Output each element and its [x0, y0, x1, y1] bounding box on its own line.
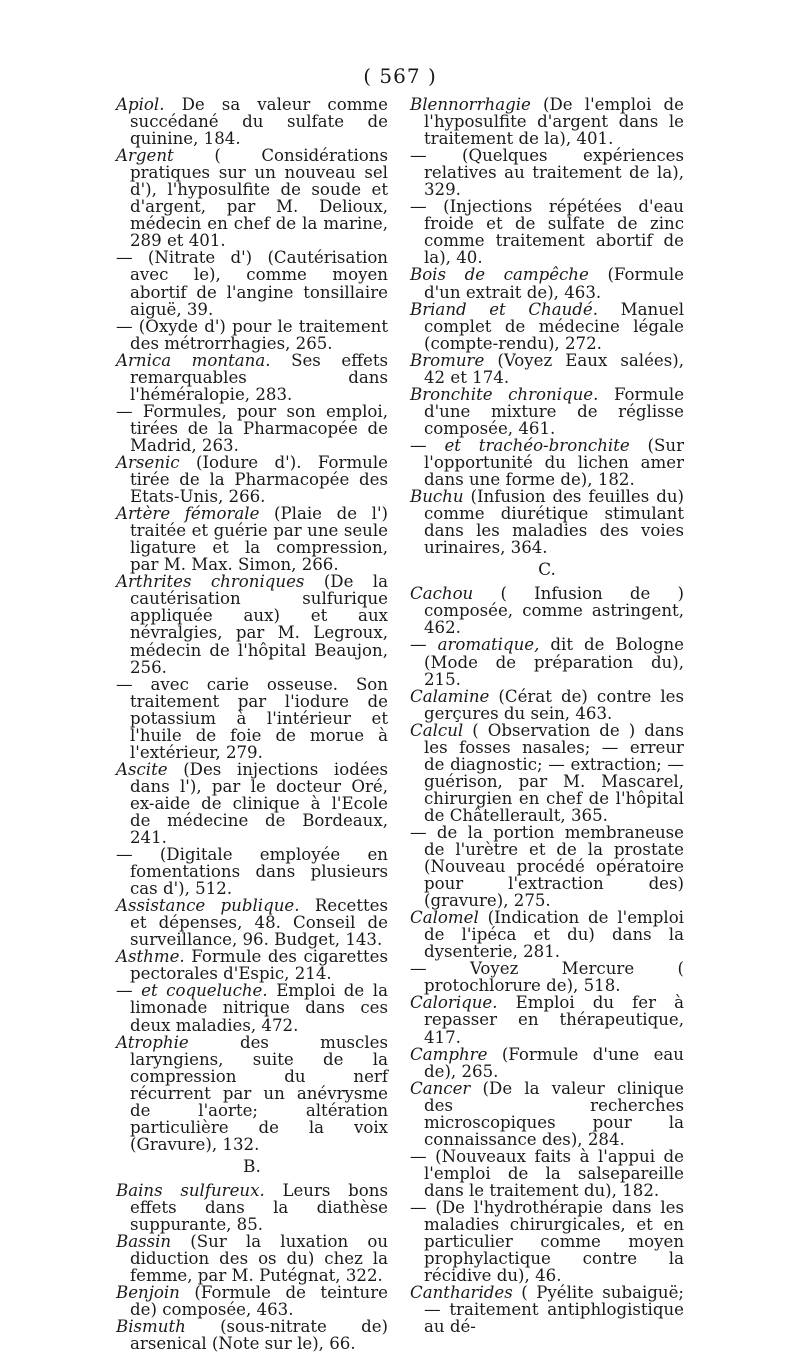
- entry-text: (Infusion des feuilles du) comme diurétique stimulant dans les maladies des voies urinaires, 364.: [424, 487, 684, 558]
- entry-text: Leurs bons effets dans la diathèse suppurante, 85.: [130, 1180, 388, 1235]
- entry-text: (Formule de teinture de) composée, 463.: [130, 1283, 388, 1320]
- entry-text: (Cérat de) contre les gerçures du sein, 463.: [424, 686, 684, 723]
- entry-heading: Arnica montana.: [116, 350, 271, 370]
- entry-text: — (Oxyde d') pour le traitement des métrorrhagies, 265.: [116, 316, 388, 353]
- entry-text: des muscles laryngiens, suite de la compression du nerf récurrent par un anévrysme de l'aorte; altération particulière de la voix (Gravure), 132.: [130, 1032, 388, 1154]
- entry-text: (Indication de l'emploi de l'ipéca et du) dans la dysenterie, 281.: [424, 908, 684, 962]
- entry-text: (Formule d'une eau de), 265.: [424, 1044, 684, 1081]
- entry-text: (Voyez Eaux salées), 42 et 174.: [424, 350, 684, 387]
- entry-text: ( Considérations pratiques sur un nouveau sel d'), l'hyposulfite de soude et d'argent, par M. Delioux, médecin en chef de la marine, 289 et 401.: [130, 146, 388, 251]
- entry-text: ( Observation de ) dans les fosses nasales; — erreur de diagnostic; — extraction; — guérison, par M. Mascarel, chirurgien en chef de l'hôpital de Châtellerault, 365.: [424, 720, 684, 825]
- index-entry: [116, 1034, 388, 1153]
- index-entry: [116, 1284, 388, 1318]
- index-entry: [116, 403, 388, 454]
- index-entry: [410, 824, 684, 909]
- index-entry: [116, 352, 388, 403]
- index-entry: [410, 688, 684, 722]
- index-entry: [410, 909, 684, 960]
- index-entry: [116, 846, 388, 897]
- index-entry: [116, 1182, 388, 1233]
- entry-text: — (De l'hydrothérapie dans les maladies chirurgicales, et en particulier comme moyen prophylactique contre la récidive du), 46.: [410, 1198, 684, 1286]
- index-entry: [116, 982, 388, 1033]
- entry-heading: Cachou: [410, 584, 474, 604]
- entry-text: (Sur l'opportunité du lichen amer dans une forme de), 182.: [424, 435, 685, 490]
- index-entry: [116, 454, 388, 505]
- entry-heading: Camphre: [410, 1044, 488, 1064]
- entry-text: (Formule d'un extrait de), 463.: [424, 265, 684, 302]
- entry-text: (sous-nitrate de) arsenical (Note sur le), 66.: [130, 1317, 388, 1353]
- entry-heading: Arsenic: [116, 452, 180, 472]
- entry-text: Emploi du fer à repasser en thérapeutique, 417.: [424, 993, 684, 1047]
- entry-heading: Cancer: [410, 1078, 471, 1098]
- entry-text: Recettes et dépenses, 48. Conseil de surveillance, 96. Budget, 143.: [130, 896, 388, 950]
- index-entry: [410, 1199, 684, 1284]
- entry-text: (De la valeur clinique des recherches microscopiques pour la connaissance des), 284.: [424, 1078, 685, 1149]
- entry-text: De sa valeur comme succédané du sulfate de quinine, 184.: [130, 95, 388, 149]
- index-entry: [116, 249, 388, 317]
- index-entry: [116, 573, 388, 675]
- entry-heading: Ascite: [116, 759, 168, 779]
- entry-heading: Blennorrhagie: [410, 95, 531, 114]
- entry-text: Formule d'une mixture de réglisse composée, 461.: [424, 384, 685, 438]
- entry-text: (Iodure d'). Formule tirée de la Pharmacopée des Etats-Unis, 266.: [130, 452, 388, 507]
- index-entry: [410, 585, 684, 636]
- entry-text: (Des injections iodées dans l'), par le docteur Oré, ex-aide de clinique à l'Ecole de médecine de Bordeaux, 241.: [130, 759, 388, 848]
- entry-text: ( Pyélite subaiguë; — traitement antiphlogistique au dé-: [424, 1283, 684, 1337]
- index-entry: [116, 318, 388, 352]
- index-entry: [410, 96, 684, 147]
- index-entry: [410, 636, 684, 687]
- entry-text: — (Nitrate d') (Cautérisation avec le), comme moyen abortif de l'angine tonsillaire aiguë, 39.: [116, 248, 388, 319]
- index-entry: [410, 301, 684, 352]
- entry-text: Emploi de la limonade nitrique dans ces deux maladies, 472.: [130, 981, 388, 1035]
- index-entry: [116, 96, 388, 147]
- index-entry: [410, 386, 684, 437]
- entry-text: Ses effets remarquables dans l'héméralopie, 283.: [130, 350, 389, 404]
- entry-text: (Plaie de l') traitée et guérie par une seule ligature et la compression, par M. Max. Simon, 266.: [130, 504, 388, 575]
- entry-heading: Arthrites chroniques: [116, 572, 305, 592]
- index-entry: [410, 488, 684, 556]
- entry-text: — de la portion membraneuse de l'urètre et de la prostate (Nouveau procédé opératoire pour l'extraction des) (gravure), 275.: [410, 822, 684, 911]
- index-entry: [410, 437, 684, 488]
- index-entry: [410, 1080, 684, 1148]
- entry-text: — Formules, pour son emploi, tirées de la Pharmacopée de Madrid, 263.: [116, 401, 388, 455]
- index-entry: [410, 266, 684, 300]
- index-entry: [410, 960, 684, 994]
- entry-heading: Briand et Chaudé.: [410, 299, 599, 319]
- entry-text: — avec carie osseuse. Son traitement par l'iodure de potassium à l'intérieur et l'huile de foie de morue à l'extérieur, 279.: [116, 674, 388, 762]
- index-entry: [410, 352, 684, 386]
- index-entry: [410, 1284, 684, 1335]
- index-entry: [410, 722, 684, 824]
- entry-heading: Benjoin: [116, 1283, 180, 1303]
- entry-heading: — et trachéo-bronchite: [410, 435, 630, 455]
- entry-text: — (Nouveaux faits à l'appui de l'emploi de la salsepareille dans le traitement du), 182.: [410, 1146, 684, 1200]
- index-entry: [116, 676, 388, 761]
- entry-heading: Asthme.: [116, 947, 185, 967]
- entry-heading: Buchu: [410, 487, 464, 507]
- entry-heading: Apiol.: [116, 95, 165, 114]
- entry-text: (De l'emploi de l'hyposulfite d'argent dans le traitement de la), 401.: [424, 95, 684, 149]
- index-entry: [410, 147, 684, 198]
- entry-heading: Calorique.: [410, 993, 498, 1013]
- index-entry: [116, 761, 388, 846]
- entry-text: (Sur la luxation ou diduction des os du) chez la femme, par M. Putégnat, 322.: [130, 1232, 389, 1286]
- index-entry: [116, 1233, 388, 1284]
- entry-text: Manuel complet de médecine légale (compte-rendu), 272.: [424, 299, 685, 353]
- entry-heading: Calamine: [410, 686, 490, 706]
- index-entry: [116, 1318, 388, 1352]
- entry-heading: Assistance publique.: [116, 896, 300, 916]
- index-entry: [116, 505, 388, 573]
- page-number: ( 567 ): [363, 64, 437, 88]
- entry-text: ( Infusion de ) composée, comme astringent, 462.: [424, 584, 684, 638]
- right-column: [410, 96, 684, 1335]
- entry-text: — (Quelques expériences relatives au traitement de la), 329.: [410, 146, 684, 200]
- entry-heading: Bois de campêche: [410, 265, 589, 285]
- entry-heading: Calcul: [410, 720, 464, 740]
- entry-heading: Artère fémorale: [116, 504, 260, 524]
- index-entry: [410, 198, 684, 266]
- entry-text: Formule des cigarettes pectorales d'Espic, 214.: [130, 947, 388, 984]
- section-letter: C.: [538, 560, 556, 581]
- index-entry: [116, 948, 388, 982]
- entry-heading: Argent: [116, 146, 174, 166]
- entry-heading: Cantharides: [410, 1283, 513, 1303]
- index-entry: [116, 147, 388, 249]
- index-entry: [410, 1148, 684, 1199]
- index-entry: [116, 897, 388, 948]
- entry-heading: Atrophie: [116, 1032, 189, 1052]
- entry-text: — (Digitale employée en fomentations dans plusieurs cas d'), 512.: [116, 845, 388, 899]
- entry-heading: Bismuth: [116, 1317, 186, 1337]
- entry-heading: Bronchite chronique.: [410, 384, 599, 404]
- section-letter: B.: [243, 1156, 261, 1177]
- entry-text: — Voyez Mercure ( protochlorure de), 518.: [410, 959, 684, 996]
- entry-text: — (Injections répétées d'eau froide et de sulfate de zinc comme traitement abortif de la), 40.: [410, 197, 684, 268]
- entry-heading: — aromatique,: [410, 635, 540, 655]
- entry-heading: Bains sulfureux.: [116, 1180, 265, 1200]
- entry-heading: — et coqueluche.: [116, 981, 268, 1001]
- entry-heading: Calomel: [410, 908, 479, 928]
- entry-text: dit de Bologne (Mode de préparation du), 215.: [424, 635, 684, 689]
- entry-heading: Bromure: [410, 350, 485, 370]
- left-column: [116, 96, 388, 1352]
- entry-heading: Bassin: [116, 1232, 172, 1252]
- index-entry: [410, 1046, 684, 1080]
- index-entry: [410, 994, 684, 1045]
- entry-text: (De la cautérisation sulfurique appliquée aux) et aux névralgies, par M. Legroux, médecin de l'hôpital Beaujon, 256.: [130, 572, 388, 677]
